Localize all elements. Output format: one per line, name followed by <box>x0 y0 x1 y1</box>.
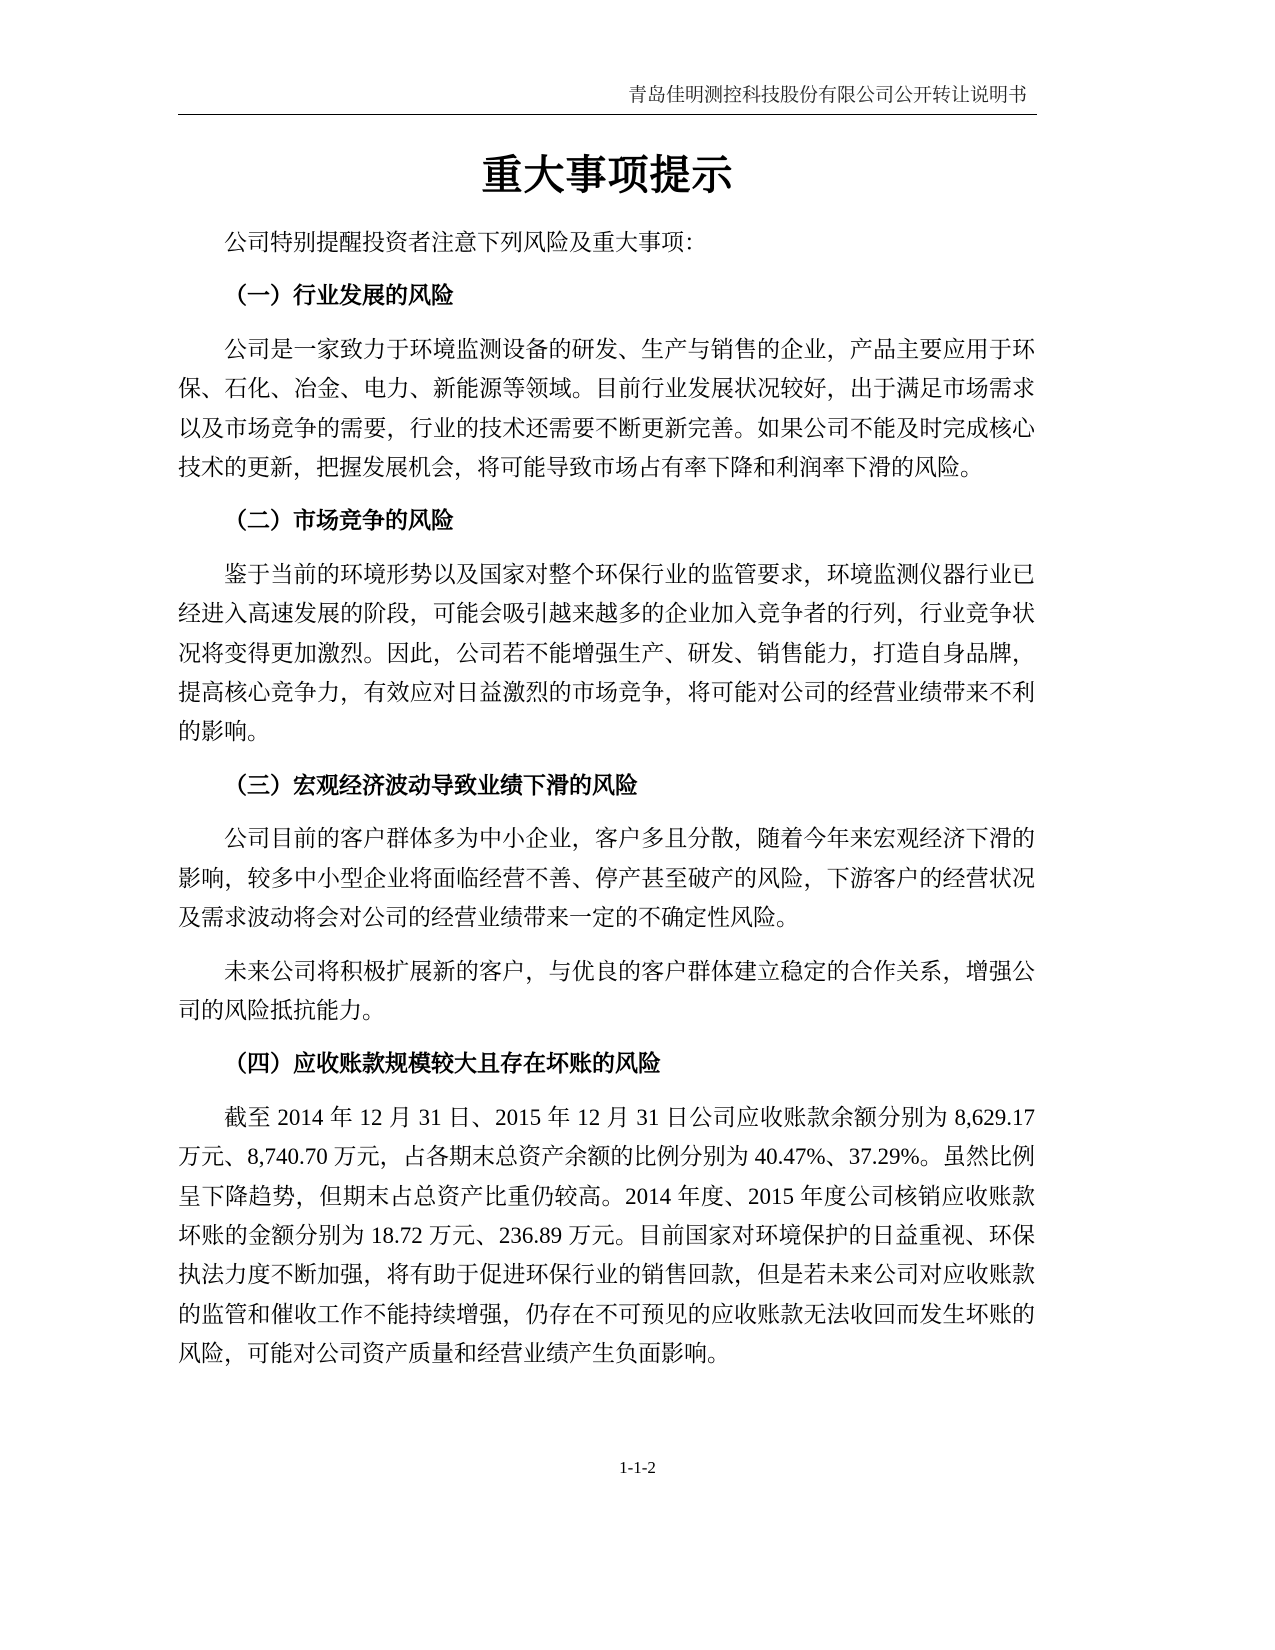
running-header: 青岛佳明测控科技股份有限公司公开转让说明书 <box>627 85 1027 106</box>
document-body <box>178 223 1035 1388</box>
paragraph: 公司目前的客户群体多为中小企业，客户多且分散，随着今年来宏观经济下滑的影响，较多中小型企业将面临经营不善、停产甚至破产的风险，下游客户的经营状况及需求波动将会对公司的经营业绩带来一定的不确定性风险。 <box>178 826 1035 931</box>
section-heading: （四）应收账款规模较大且存在坏账的风险 <box>224 1051 661 1077</box>
paragraph: 未来公司将积极扩展新的客户，与优良的客户群体建立稳定的合作关系，增强公司的风险抵抗能力。 <box>178 958 1035 1023</box>
header-divider <box>178 114 1037 115</box>
paragraph: 鉴于当前的环境形势以及国家对整个环保行业的监管要求，环境监测仪器行业已经进入高速发展的阶段，可能会吸引越来越多的企业加入竞争者的行列，行业竞争状况将变得更加激烈。因此，公司若不能增强生产、研发、销售能力，打造自身品牌，提高核心竞争力，有效应对日益激烈的市场竞争，将可能对公司的经营业绩带来不利的影响。 <box>178 561 1035 745</box>
paragraph: 公司是一家致力于环境监测设备的研发、生产与销售的企业，产品主要应用于环保、石化、冶金、电力、新能源等领域。目前行业发展状况较好，出于满足市场需求以及市场竞争的需要，行业的技术还需要不断更新完善。如果公司不能及时完成核心技术的更新，把握发展机会，将可能导致市场占有率下降和利润率下滑的风险。 <box>178 336 1035 481</box>
page-number: 1-1-2 <box>619 1458 656 1477</box>
section-heading: （二）市场竞争的风险 <box>224 508 454 534</box>
page-title: 重大事项提示 <box>481 152 734 198</box>
section-heading: （一）行业发展的风险 <box>224 283 454 309</box>
intro-paragraph: 公司特别提醒投资者注意下列风险及重大事项： <box>224 230 707 255</box>
section-heading: （三）宏观经济波动导致业绩下滑的风险 <box>224 772 638 798</box>
paragraph: 截至 2014 年 12 月 31 日、2015 年 12 月 31 日公司应收账款余额分别为 8,629.17 万元、8,740.70 万元，占各期末总资产余额的比例分别为 40.47%、37.29%。虽然比例呈下降趋势，但期末占总资产比重仍较高。2014 年度、2015 年度公司核销应收账款坏账的金额分别为 18.72 万元、236.89 万元。目前国家对环境保护的日益重视、环保执法力度不断加强，将有助于促进环保行业的销售回款，但是若未来公司对应收账款的监管和催收工作不能持续增强，仍存在不可预见的应收账款无法收回而发生坏账的风险，可能对公司资产质量和经营业绩产生负面影响。 <box>178 1104 1035 1367</box>
